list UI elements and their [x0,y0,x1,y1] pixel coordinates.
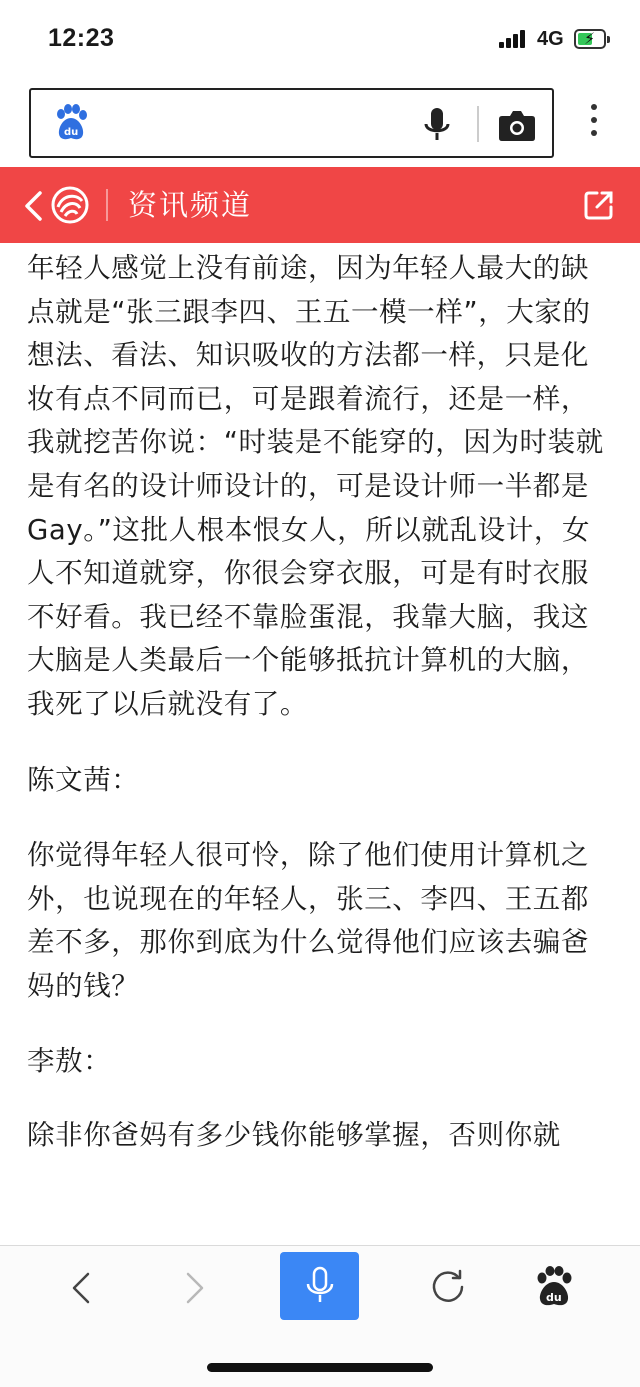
search-divider [477,106,479,142]
article-body [27,245,617,1245]
article-paragraph: 除非你爸妈有多少钱你能够掌握，否则你就 [27,1119,561,1152]
bottom-toolbar [0,1245,640,1387]
channel-header [0,167,640,243]
camera-icon[interactable] [497,108,537,142]
charging-bolt-icon: ⚡ [584,29,596,48]
search-bar[interactable] [29,88,554,158]
status-bar [0,0,640,80]
article-paragraph: 你觉得年轻人很可怜，除了他们使用计算机之外，也说现在的年轻人，张三、李四、王五都差不多，那你到底为什么觉得他们应该去骗爸妈的钱？ [27,839,589,1002]
refresh-icon[interactable] [429,1268,467,1306]
voice-search-button[interactable] [280,1252,359,1320]
network-type: 4G [537,28,564,50]
channel-title: 资讯频道 [128,188,253,222]
back-arrow-icon[interactable] [66,1268,96,1308]
share-icon[interactable] [583,189,615,221]
speaker-label: 李敖： [27,1044,112,1077]
battery-icon [574,29,606,49]
back-chevron-icon[interactable] [22,189,46,223]
speaker-label: 陈文茜： [27,763,140,796]
voice-search-icon [304,1266,336,1306]
article-paragraph: 年轻人感觉上没有前途，因为年轻人最大的缺点就是“张三跟李四、王五一模一样”，大家的想法、看法、知识吸收的方法都一样，只是化妆有点不同而已，可是跟着流行，还是一样，我就挖苦你说：“时装是不能穿的，因为时装就是有名的设计师设计的，可是设计师一半都是Gay。”这批人根本恨女人，所以就乱设计，女人不知道就穿，你很会穿衣服，可是有时衣服不好看。我已经不靠脸蛋混，我靠大脑，我这大脑是人类最后一个能够抵抗计算机的大脑，我死了以后就没有了。 [27,252,604,720]
ifeng-logo-icon[interactable] [50,185,90,225]
more-vertical-icon[interactable] [584,104,604,144]
header-divider [106,189,108,221]
signal-strength-icon [499,30,527,48]
status-time: 12:23 [48,24,115,52]
baidu-home-icon[interactable] [534,1266,574,1308]
microphone-icon[interactable] [420,106,454,144]
home-indicator [207,1363,433,1372]
baidu-paw-icon [53,104,89,142]
svg-text:du: du [64,127,79,138]
forward-arrow-icon[interactable] [180,1268,210,1308]
svg-text:du: du [546,1291,562,1304]
